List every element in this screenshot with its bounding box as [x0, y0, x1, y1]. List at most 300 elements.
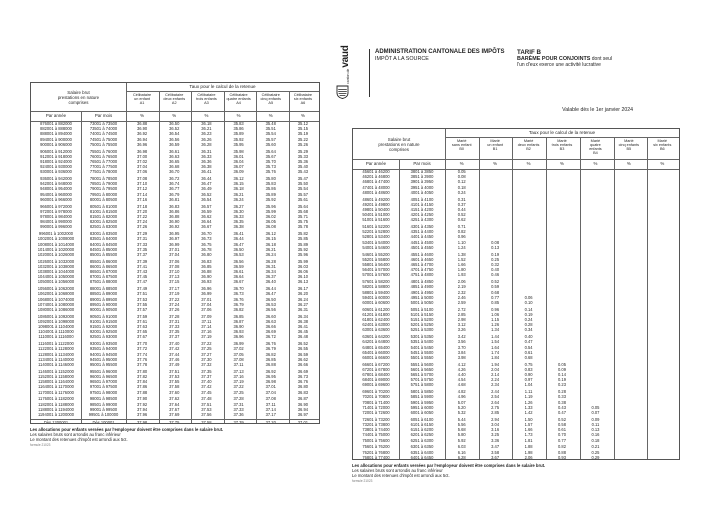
rate-cell: 5.92	[457, 437, 466, 443]
month-range-cell: 5751 à 5800	[410, 382, 434, 388]
year-range-cell: 76801 à 77400	[362, 454, 390, 460]
table-grid-line	[31, 111, 319, 112]
month-range-cell: 96501 à 97000	[89, 379, 118, 385]
rate-cell: 37.06	[201, 306, 212, 312]
rate-cell: 36.67	[233, 279, 244, 285]
department-subtitle: IMPÔT A LA SOURCE	[375, 56, 429, 62]
rate-cell: 37.40	[169, 341, 180, 347]
rate-cell: 37.43	[136, 269, 148, 275]
year-range-cell: 1176001 à 1182000	[38, 396, 74, 402]
rate-cell: 36.01	[233, 153, 244, 159]
month-range-cell: 96001 à 96500	[89, 373, 118, 379]
rate-cell: 0.19	[558, 377, 566, 383]
month-range-cell: 6201 à 6250	[410, 432, 434, 438]
year-range-cell: 69601 à 70200	[362, 389, 390, 395]
year-range-cell: 1140001 à 1146000	[38, 362, 74, 367]
rate-cell: 36.77	[169, 186, 180, 192]
rate-cell: 36.55	[297, 346, 309, 352]
rate-cell: 36.03	[297, 263, 309, 269]
table-header	[31, 83, 319, 111]
rate-cell: 35.68	[297, 208, 309, 214]
year-range-cell: 1020001 à 1026000	[37, 251, 75, 257]
year-range-cell: 882001 à 888000	[40, 126, 72, 132]
rate-cell: 36.24	[233, 196, 244, 202]
month-range-cell: 91001 à 91500	[89, 318, 118, 324]
month-range-cell: 6251 à 6300	[410, 437, 434, 443]
percent-sign: %	[493, 161, 498, 166]
table-row	[31, 224, 319, 229]
rate-cell	[512, 217, 545, 222]
month-range-cell: 3951 à 4000	[410, 184, 434, 190]
year-range-cell: 1092001 à 1098000	[37, 318, 75, 324]
rate-cell: 36.90	[201, 274, 212, 280]
rate-cell	[646, 455, 679, 460]
table-row	[353, 272, 679, 277]
month-range-cell: 93501 à 94000	[89, 346, 118, 352]
rate-cell: 37.08	[233, 356, 244, 362]
rate-cell: 37.86	[136, 384, 148, 390]
rate-cell: 36.15	[233, 181, 244, 187]
table-row	[31, 390, 319, 395]
year-range-cell: 46201 à 46800	[362, 174, 390, 180]
rate-cell: 36.83	[169, 203, 180, 209]
rate-cell: 36.85	[265, 356, 276, 362]
month-range-cell: 90001 à 90500	[89, 306, 118, 312]
rate-cell: 1.93	[457, 272, 466, 278]
rate-cell: 36.92	[265, 368, 276, 374]
rate-cell: 0.38	[558, 399, 566, 405]
rate-cell	[512, 190, 545, 195]
rate-cell: 37.31	[233, 401, 244, 407]
rate-cell: 37.02	[233, 346, 244, 352]
rate-cell: 0.61	[558, 427, 566, 433]
table-row	[353, 455, 679, 460]
rate-cell: 0.59	[491, 284, 500, 290]
rate-cell	[646, 245, 679, 250]
rate-cell: 37.26	[136, 224, 148, 230]
year-range-cell: 1056001 à 1062000	[37, 286, 75, 292]
rate-cell: 35.12	[297, 121, 309, 126]
rate-cell: 3.42	[457, 334, 466, 340]
rate-cell: 36.70	[169, 169, 180, 175]
rate-cell: 36.69	[297, 368, 309, 374]
rate-cell: 37.58	[169, 384, 180, 390]
salary-header-line: comprises	[68, 99, 89, 105]
rate-cell: 37.49	[169, 362, 180, 367]
rate-cell: 37.45	[201, 389, 212, 395]
rate-cell: 36.73	[297, 373, 309, 379]
month-range-cell: 77501 à 78000	[89, 169, 118, 175]
rate-cell: 36.82	[233, 306, 244, 312]
table-row	[353, 300, 679, 305]
rate-cell: 6.03	[457, 444, 466, 450]
month-range-cell: 87501 à 88000	[89, 279, 118, 285]
rate-cell: 37.58	[201, 419, 212, 424]
rate-cell: 36.98	[265, 379, 276, 385]
rate-cell: 36.63	[169, 153, 180, 159]
rate-cell: 36.41	[201, 169, 212, 175]
rate-cell	[545, 272, 578, 277]
rate-cell: 36.50	[265, 296, 276, 302]
rate-cell: 36.74	[169, 181, 180, 187]
year-range-cell: 978001 à 984000	[40, 213, 72, 219]
rate-cell: 36.27	[297, 301, 309, 307]
rate-cell: 0.77	[491, 294, 500, 300]
table-grid-line	[445, 137, 679, 138]
rate-cell: 36.63	[265, 318, 276, 324]
rate-cell: 0.82	[457, 229, 466, 235]
table-grid-line	[353, 159, 679, 160]
column-header: Marié cinq enfants B5	[618, 138, 640, 152]
rate-cell	[612, 455, 645, 460]
rate-cell: 37.10	[169, 269, 180, 275]
rate-cell: 2.75	[491, 404, 500, 410]
footnote-line: Le montant des retenues d'impôt est arrondi aux 5ct.	[352, 473, 450, 478]
rates-header-area	[126, 83, 319, 111]
month-range-cell: 4001 à 4050	[410, 189, 434, 195]
month-range-cell: 6351 à 6400	[410, 449, 434, 455]
footnotes-left	[30, 427, 290, 448]
rate-cell: 36.79	[265, 346, 276, 352]
rate-cell: 0.88	[558, 449, 566, 455]
year-range-cell: 57601 à 58200	[362, 279, 390, 285]
rate-cell: 36.80	[201, 251, 212, 257]
month-range-cell: 4251 à 4300	[410, 217, 434, 223]
rate-cell: 3.98	[457, 354, 466, 360]
rate-cell: 36.49	[201, 186, 212, 192]
year-range-cell: 906001 à 912000	[40, 148, 72, 154]
rate-cell: 37.16	[136, 196, 148, 202]
table-body	[31, 121, 319, 424]
rate-cell	[646, 355, 679, 360]
rate-cell: 1.33	[524, 404, 533, 410]
rate-cell: 0.13	[491, 244, 500, 250]
year-range-cell: 52801 à 53400	[362, 234, 390, 240]
rate-cell: 36.12	[233, 176, 244, 182]
rate-cell	[612, 190, 645, 195]
rate-cell: 0.52	[558, 416, 566, 422]
rate-cell: 37.47	[136, 279, 148, 285]
rate-cell: 1.80	[457, 267, 466, 273]
rate-cell: 0.28	[524, 322, 533, 328]
rate-cell	[612, 410, 645, 415]
rate-cell: 3.70	[457, 344, 466, 350]
year-range-cell: 61801 à 62400	[362, 317, 390, 323]
rate-cell: 2.34	[491, 382, 500, 388]
rate-cell: 37.61	[136, 318, 148, 324]
rate-cell: 37.24	[169, 301, 180, 307]
year-range-cell: 54001 à 54600	[362, 244, 390, 250]
year-range-cell: 1194001 à 1200000	[37, 411, 75, 417]
rate-cell: 4.96	[457, 394, 466, 400]
rate-cell: 36.82	[265, 351, 276, 357]
table-row	[353, 245, 679, 250]
percent-sign: %	[268, 113, 273, 118]
rate-cell: 37.04	[265, 389, 276, 395]
unit-row	[31, 111, 319, 121]
rate-cell: 37.35	[169, 329, 180, 335]
rate-cell: 36.59	[169, 141, 180, 147]
table-row	[353, 190, 679, 195]
year-range-cell: 912001 à 918000	[40, 153, 72, 159]
table-grid-line	[512, 137, 513, 459]
rate-cell: 37.14	[265, 406, 276, 412]
month-range-cell: 81501 à 82000	[89, 213, 118, 219]
table-row	[31, 412, 319, 417]
rate-cell: 4.12	[457, 361, 466, 367]
rate-cell: 1.34	[491, 327, 500, 333]
rate-cell: 35.57	[265, 136, 276, 142]
rate-cell: 35.75	[297, 219, 309, 225]
rate-cell: 37.64	[169, 401, 180, 407]
rate-cell: 35.48	[265, 121, 276, 126]
month-range-cell: 93001 à 93500	[89, 341, 118, 347]
column-header: Marié trois enfants B3	[551, 138, 573, 152]
rate-cell: 0.32	[491, 261, 500, 267]
rate-cell: 36.83	[297, 389, 309, 395]
rate-cell: 36.34	[297, 313, 309, 319]
table-grid-line	[399, 159, 400, 459]
month-range-cell: 6401 à 6450	[410, 454, 434, 460]
year-range-cell: 1002001 à 1008000	[37, 236, 75, 242]
salary-header-line: Salaire brut	[67, 89, 90, 95]
rate-cell: 3.04	[491, 421, 500, 427]
rate-cell: 35.29	[297, 148, 309, 154]
rate-cell: 1.64	[491, 344, 500, 350]
tarif-b-table	[352, 128, 680, 460]
rate-cell: 35.33	[297, 153, 309, 159]
year-range-cell: 72001 à 72600	[362, 410, 390, 415]
year-range-cell: 942001 à 948000	[40, 181, 72, 187]
rate-cell: 36.52	[169, 126, 180, 132]
rate-cell: 4.26	[457, 366, 466, 372]
year-range-cell: 1038001 à 1044000	[37, 269, 75, 275]
rate-cell: 36.78	[201, 246, 212, 252]
rate-cell: 37.16	[201, 329, 212, 335]
year-range-cell: 954001 à 960000	[40, 191, 72, 197]
rate-cell: 37.36	[233, 411, 244, 417]
rate-cell: 2.85	[491, 410, 500, 415]
table-row	[31, 142, 319, 147]
rate-cell: 1.84	[491, 354, 500, 360]
rate-cell: 36.18	[265, 241, 276, 247]
footnotes-right	[352, 463, 612, 484]
rate-cell: 37.96	[136, 411, 148, 417]
rate-cell: 36.90	[297, 401, 309, 407]
rate-cell: 36.83	[201, 258, 212, 264]
rate-cell: 36.64	[201, 219, 212, 225]
rate-cell: 37.39	[233, 419, 244, 424]
rate-cell: 37.09	[201, 313, 212, 319]
rate-cell: 0.61	[524, 349, 533, 355]
year-range-cell: 1044001 à 1050000	[37, 274, 75, 280]
rate-cell: 0.54	[524, 344, 533, 350]
year-range-cell: 59401 à 60000	[362, 294, 390, 300]
vaud-shield-icon	[336, 85, 349, 99]
month-range-cell: 5801 à 5850	[410, 389, 434, 395]
rate-cell: 37.04	[201, 301, 212, 307]
table-grid-line	[126, 91, 319, 92]
table-grid-line	[479, 137, 480, 459]
rate-cell: 36.56	[233, 258, 244, 264]
rate-cell: 3.84	[457, 349, 466, 355]
rate-cell: 35.99	[265, 208, 276, 214]
rate-cell: 37.06	[169, 258, 180, 264]
rate-cell: 36.69	[265, 329, 276, 335]
rate-cell: 37.72	[136, 346, 148, 352]
rate-cell: 0.85	[491, 299, 500, 305]
rate-cell: 1.81	[524, 437, 533, 443]
per-month-label: Par mois	[413, 161, 431, 166]
month-range-cell: 5301 à 5350	[410, 334, 434, 340]
rates-header-area	[445, 129, 679, 159]
rate-cell: 37.28	[233, 396, 244, 402]
rate-cell: 36.27	[233, 203, 244, 209]
year-range-cell: 62401 à 63000	[362, 322, 390, 328]
month-range-cell: 4701 à 4750	[410, 267, 434, 273]
rate-cell: 36.17	[297, 286, 309, 292]
logo-canton-text: canton de	[346, 68, 350, 84]
rate-cell: 37.49	[136, 286, 148, 292]
rate-cell: 36.24	[297, 296, 309, 302]
rate-cell: 1.98	[524, 449, 533, 455]
rate-cell: 37.67	[169, 406, 180, 412]
rate-cell: 0.08	[491, 239, 500, 245]
month-range-cell: 95501 à 96000	[89, 368, 118, 374]
rate-cell: 1.74	[491, 349, 500, 355]
rate-cell: 37.31	[169, 318, 180, 324]
year-range-cell: 55201 à 55800	[362, 256, 390, 262]
rate-cell: 37.88	[136, 389, 148, 395]
table-grid-line	[445, 129, 446, 459]
year-range-cell: 894001 à 900000	[40, 136, 72, 142]
footnote-line: Le montant des retenues d'impôt est arrondi aux 5ct.	[30, 437, 128, 442]
rate-cell: 5.68	[457, 427, 466, 433]
rate-cell: 37.27	[201, 351, 212, 357]
rate-cell: 37.78	[136, 362, 148, 367]
rate-cell: 1.94	[491, 361, 500, 367]
rate-cell: 36.59	[297, 351, 309, 357]
rate-cell: 36.38	[201, 164, 212, 170]
month-range-cell: 86501 à 87000	[89, 269, 118, 275]
rate-cell: 36.07	[233, 164, 244, 170]
rate-cell: 0.83	[524, 366, 533, 372]
month-range-cell: 5551 à 5600	[410, 361, 434, 367]
percent-row	[126, 111, 319, 121]
year-range-cell: 47401 à 48000	[362, 184, 390, 190]
rate-cell: 36.21	[233, 191, 244, 197]
year-range-cell: Dès 1200001	[43, 419, 69, 424]
rate-cell: 35.54	[265, 131, 276, 137]
table-row	[353, 410, 679, 415]
rate-cell: 37.80	[136, 368, 148, 374]
rate-cell: 37.37	[136, 251, 148, 257]
month-range-cell: 5851 à 5900	[410, 394, 434, 400]
rate-cell: 37.51	[169, 368, 180, 374]
year-range-cell: 75601 à 76200	[362, 444, 390, 450]
percent-sign: %	[140, 113, 145, 118]
rate-cell: 35.89	[297, 241, 309, 247]
year-range-cell: 64201 à 64800	[362, 339, 390, 345]
department-block	[375, 49, 504, 63]
rate-cell: 36.60	[265, 313, 276, 319]
rate-cell: 36.05	[265, 219, 276, 225]
rate-cell: 36.92	[136, 131, 148, 137]
rate-cell: 35.95	[233, 141, 244, 147]
rate-cell: 36.59	[233, 263, 244, 269]
salary-header-line: comprises	[388, 146, 409, 152]
month-range-cell: 92501 à 93000	[89, 334, 118, 340]
rate-cell: 36.80	[297, 384, 309, 390]
year-range-cell: 63001 à 63600	[362, 327, 390, 333]
column-header: Célibataire deux enfants A2	[163, 92, 186, 106]
rate-cell: 36.88	[201, 269, 212, 275]
month-range-cell: 5151 à 5200	[410, 317, 434, 323]
rate-cell: 36.66	[297, 362, 309, 367]
month-range-cell: 85501 à 86000	[89, 258, 118, 264]
year-range-cell: 1164001 à 1170000	[38, 384, 74, 390]
year-range-cell: 996001 à 1002000	[38, 231, 74, 237]
month-range-cell: 98001 à 98500	[89, 396, 118, 402]
rate-cell: 36.68	[169, 164, 180, 170]
table-row	[353, 327, 679, 332]
month-range-cell: 5501 à 5550	[410, 354, 434, 360]
month-range-cell: 88501 à 89000	[89, 291, 118, 297]
month-range-cell: 81001 à 81500	[89, 208, 118, 214]
table-row	[31, 169, 319, 174]
rate-cell	[612, 382, 645, 387]
rate-cell: 5.07	[457, 399, 466, 405]
rate-cell: 35.89	[233, 131, 244, 137]
rate-cell: 35.36	[297, 158, 309, 164]
rate-cell: 36.06	[297, 269, 309, 275]
rate-cell: 36.76	[233, 296, 244, 302]
table-grid-line	[191, 91, 192, 423]
rate-cell: 37.25	[201, 346, 212, 352]
rate-cell: 0.70	[558, 432, 566, 438]
rate-cell: 37.17	[265, 411, 276, 417]
rate-cell: 0.75	[524, 361, 533, 367]
rate-cell: 1.42	[524, 410, 533, 415]
rate-cell: 35.15	[297, 126, 309, 132]
rate-cell: 0.34	[524, 327, 533, 333]
rate-cell: 35.83	[233, 121, 244, 126]
rate-cell: 37.19	[233, 379, 244, 385]
footnote-line: Les salaires bruts sont arrondis au franc inférieur	[352, 468, 443, 473]
rate-cell: 37.60	[169, 389, 180, 395]
year-range-cell: 1086001 à 1092000	[37, 313, 75, 319]
year-range-cell: 50401 à 51000	[362, 212, 390, 218]
rate-cell: 0.82	[558, 444, 566, 450]
rate-cell: 0.97	[524, 377, 533, 383]
rate-cell: 6.16	[457, 449, 466, 455]
rate-cell: 36.62	[297, 356, 309, 362]
rate-cell: 35.96	[265, 203, 276, 209]
rate-cell: 36.88	[169, 213, 180, 219]
rate-cell: 37.22	[201, 341, 212, 347]
rate-cell: 35.43	[297, 169, 309, 175]
rate-cell: 36.76	[297, 379, 309, 385]
tarif-subtitle-bold: BARÈME POUR CONJOINTS	[517, 56, 591, 62]
per-year-label: Par année	[45, 113, 67, 118]
rate-cell: 35.60	[265, 141, 276, 147]
rate-cell: 36.88	[136, 121, 148, 126]
rate-cell: 37.19	[201, 334, 212, 340]
year-range-cell: 888001 à 894000	[40, 131, 72, 137]
rate-cell: 2.94	[491, 416, 500, 422]
rate-cell: 36.15	[265, 236, 276, 242]
rate-cell: 36.90	[136, 126, 148, 132]
